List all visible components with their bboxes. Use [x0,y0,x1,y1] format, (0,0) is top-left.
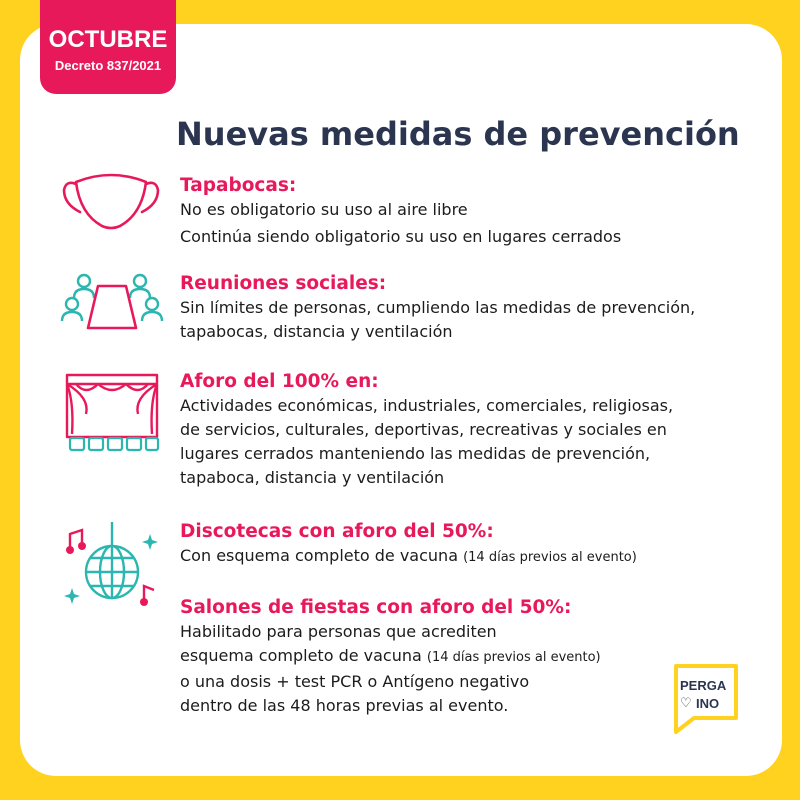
theater-icon [64,372,160,458]
section-heading: Reuniones sociales: [180,273,387,294]
section-heading: Tapabocas: [180,175,297,196]
disco-ball-icon [60,520,164,610]
meeting-icon [60,270,164,334]
badge-decree: Decreto 837/2021 [54,58,162,73]
line-note: (14 días previos al evento) [426,650,601,665]
section-line: Sin límites de personas, cumpliendo las medidas de prevención, [180,298,696,317]
section-line: tapaboca, distancia y ventilación [180,468,445,487]
page-title: Nuevas medidas de prevención [176,115,740,153]
section-tapabocas [180,174,770,249]
section-line: dentro de las 48 horas previas al evento. [180,696,509,715]
logo-line-1: PERGA [680,678,727,693]
section-reuniones [180,272,770,344]
section-line: Actividades económicas, industriales, comerciales, religiosas, [180,396,674,415]
section-line: No es obligatorio su uso al aire libre [180,200,468,219]
section-heading: Discotecas con aforo del 50%: [180,521,494,542]
section-discotecas [180,520,770,570]
date-badge [40,0,176,94]
badge-month: OCTUBRE [48,26,168,53]
section-line: Habilitado para personas que acrediten [180,622,497,641]
section-line [180,544,770,570]
section-heading: Salones de fiestas con aforo del 50%: [180,597,572,618]
section-line: lugares cerrados manteniendo las medidas de prevención, [180,444,651,463]
section-aforo [180,370,770,490]
section-line: Continúa siendo obligatorio su uso en lugares cerrados [180,227,622,246]
section-heading: Aforo del 100% en: [180,371,379,392]
logo-line-2: INO [696,696,720,711]
line-note: (14 días previos al evento) [463,550,637,565]
section-line: tapabocas, distancia y ventilación [180,322,453,341]
section-line: de servicios, culturales, deportivas, recreativas y sociales en [180,420,667,439]
mask-icon [60,170,162,232]
section-line: o una dosis + test PCR o Antígeno negativo [180,672,530,691]
line-main: Con esquema completo de vacuna [180,546,458,565]
line-main: esquema completo de vacuna [180,646,422,665]
heart-icon: ♡ [680,696,692,711]
